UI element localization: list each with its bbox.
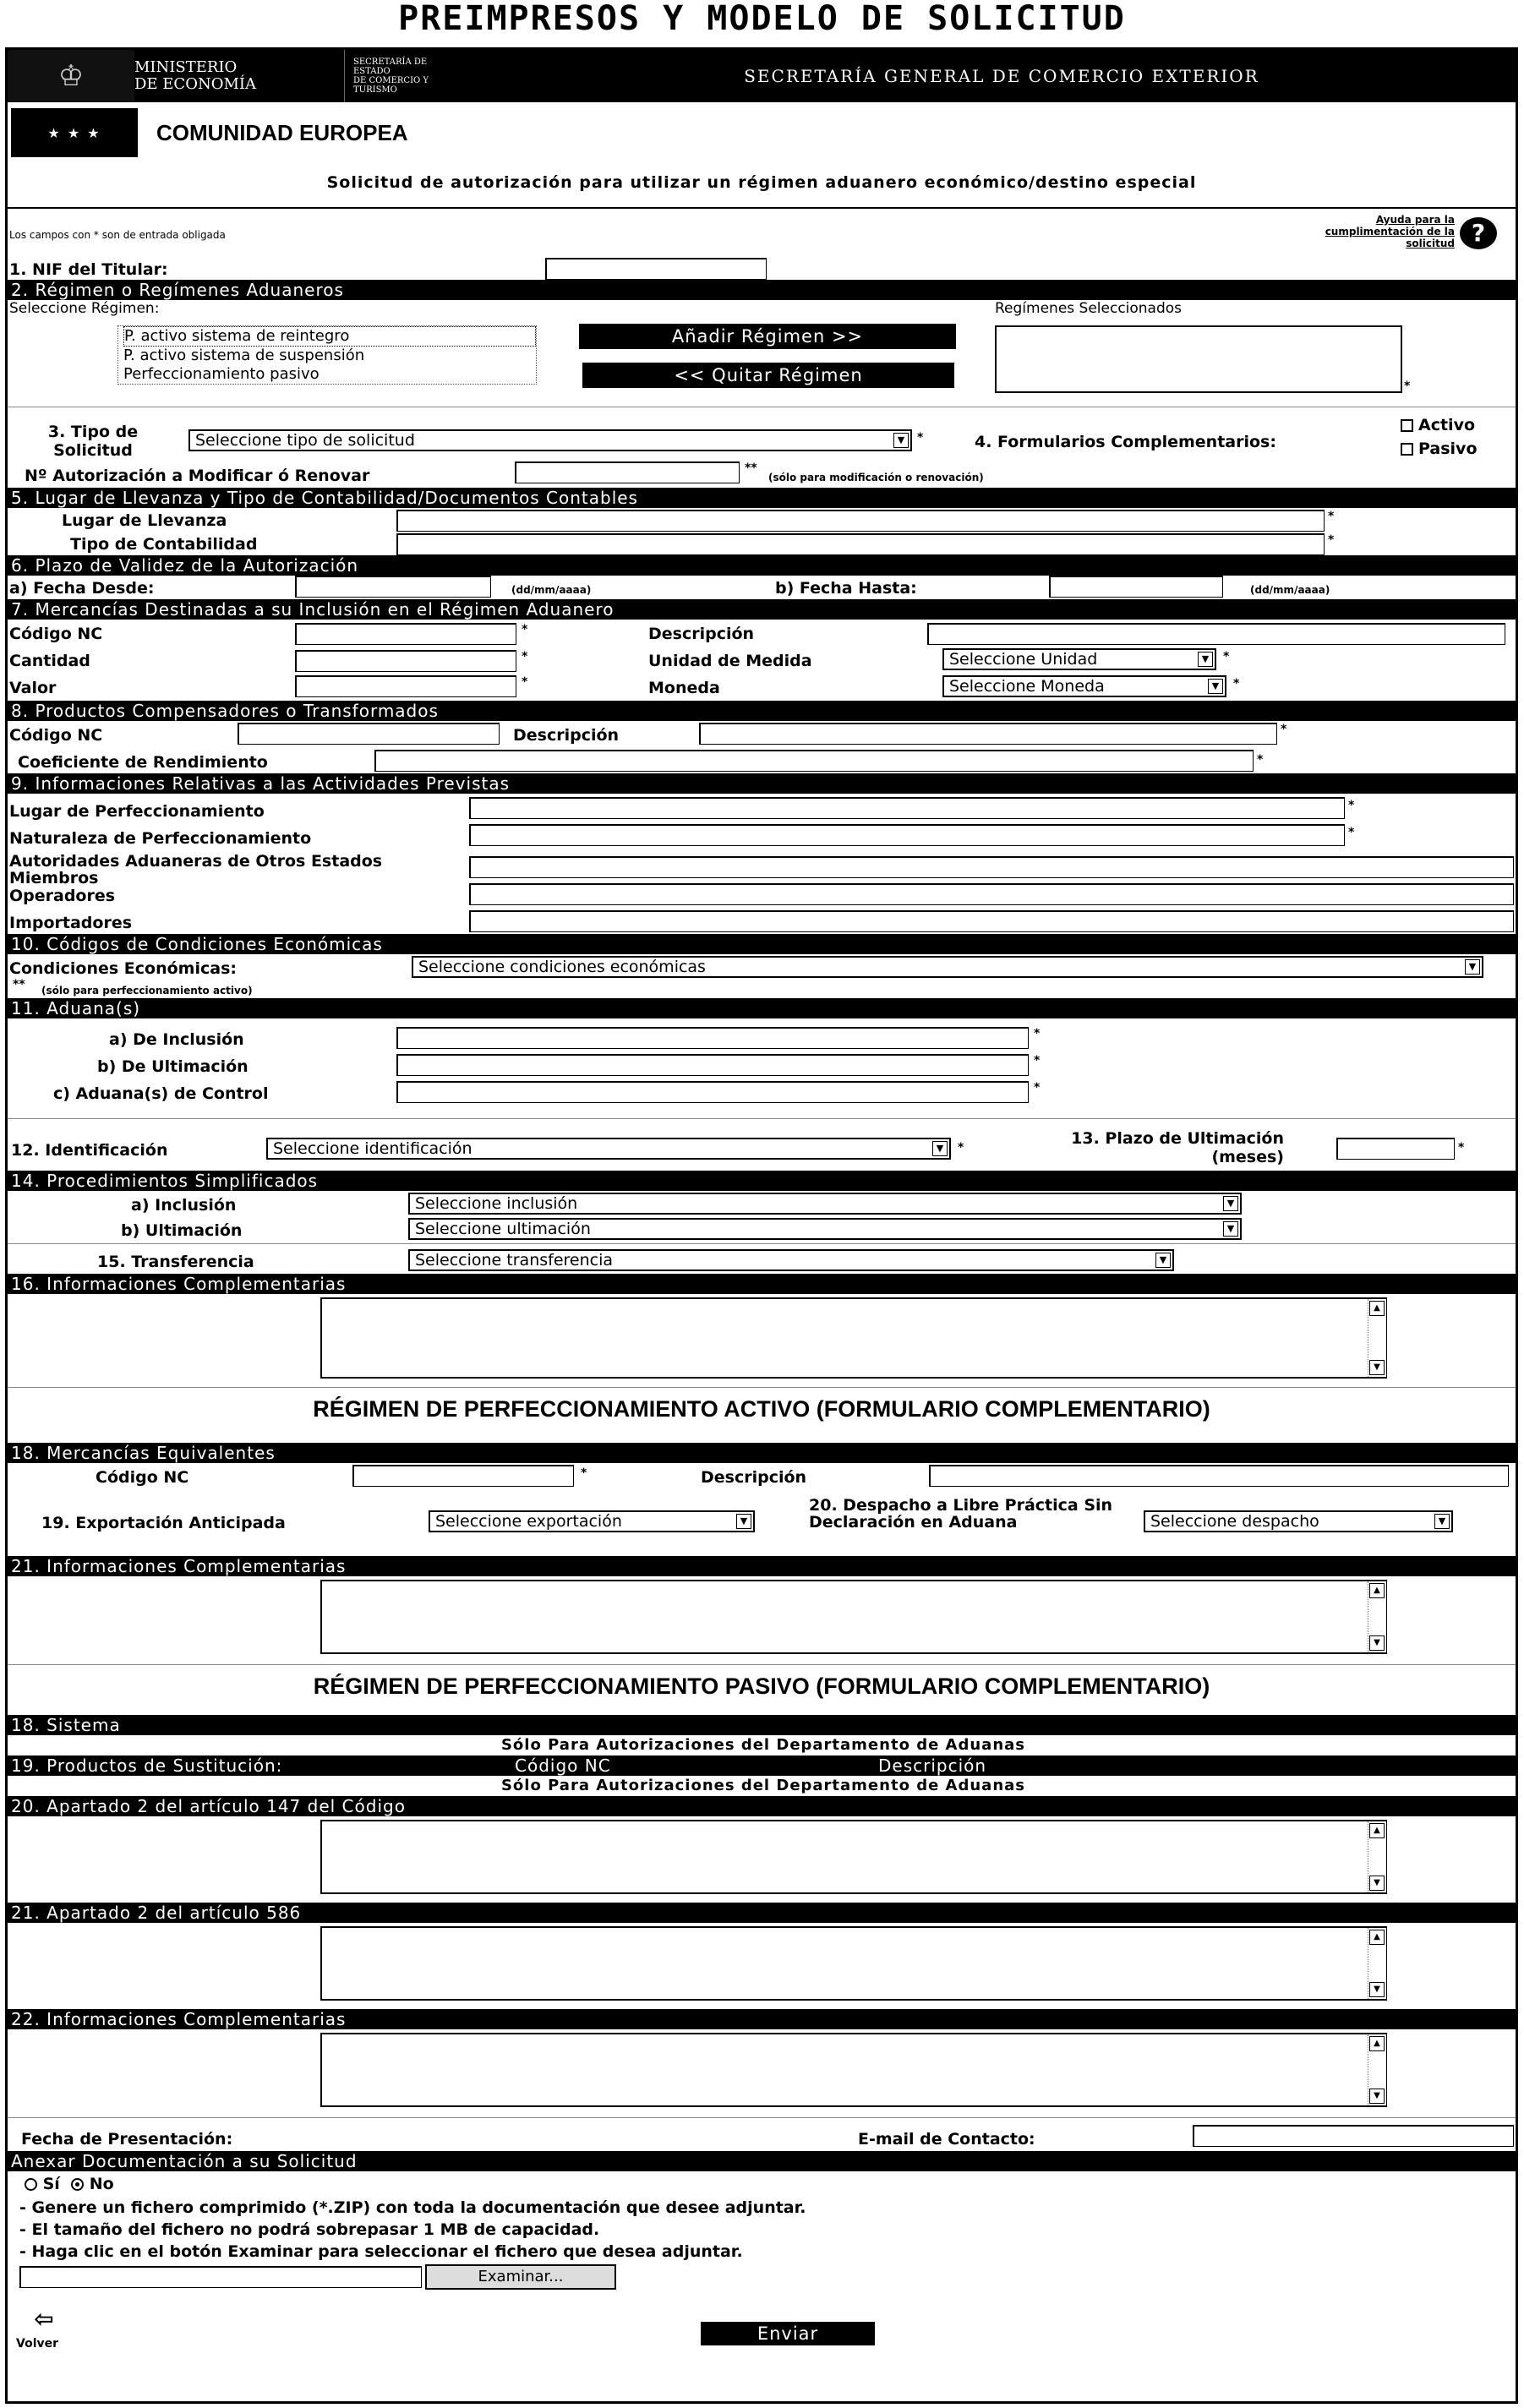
scroll-down-icon[interactable]: ▼ [1369, 2089, 1385, 2104]
codigo-nc-input[interactable] [295, 623, 516, 645]
section-3 [8, 407, 1516, 488]
help-link[interactable]: Ayuda para la cumplimentación de la solicitud [1325, 214, 1455, 249]
transferencia-label: 15. Transferencia [97, 1253, 254, 1271]
ultimacion-select[interactable] [408, 1218, 1242, 1240]
add-regime-button[interactable]: Añadir Régimen >> [579, 324, 956, 349]
activo-checkbox[interactable] [1401, 416, 1475, 434]
tipo-contabilidad-input[interactable] [396, 533, 1325, 555]
section-16 [8, 1294, 1516, 1387]
section-9 [8, 794, 1516, 934]
autorizacion-input[interactable] [515, 461, 740, 483]
required-mark: * [1458, 1141, 1465, 1155]
date-format-hint: (dd/mm/aaaa) [1250, 584, 1330, 596]
back-arrow-icon[interactable]: ⇦ [34, 2305, 54, 2333]
unidad-medida-select[interactable] [942, 648, 1216, 670]
eu-header [8, 107, 1516, 158]
scrollbar[interactable] [1368, 1928, 1386, 1999]
secretaria-line: SECRETARÍA DE [353, 57, 428, 67]
required-mark: * [522, 650, 528, 663]
chevron-down-icon[interactable]: ▼ [1465, 959, 1480, 975]
descripcion-input[interactable] [927, 623, 1505, 645]
section-10 [8, 954, 1516, 998]
help-row [8, 209, 1516, 258]
naturaleza-input[interactable] [469, 824, 1345, 846]
mandatory-note: Los campos con * son de entrada obligada [9, 229, 226, 241]
exportacion-label: 19. Exportación Anticipada [41, 1514, 286, 1532]
pasivo-info-textarea[interactable] [320, 2033, 1387, 2107]
secretaria-line: DE COMERCIO Y [353, 76, 429, 85]
formularios-label: 4. Formularios Complementarios: [975, 433, 1276, 451]
enviar-button[interactable]: Enviar [701, 2322, 875, 2345]
codigo-nc-label: Código NC [96, 1468, 189, 1487]
cantidad-input[interactable] [295, 650, 516, 672]
section-7 [8, 620, 1516, 701]
pasivo-21-bar: 21. Apartado 2 del artículo 586 [8, 1903, 1516, 1923]
required-mark: ** [13, 978, 25, 991]
required-mark: * [1328, 510, 1335, 523]
plazo-text: 13. Plazo de Ultimación [1071, 1129, 1284, 1148]
chevron-down-icon[interactable]: ▼ [1223, 1196, 1238, 1211]
codigo-nc-label: Código NC [9, 625, 103, 643]
unidad-value: Seleccione Unidad [949, 650, 1098, 669]
section-14 [8, 1191, 1516, 1243]
identificacion-select[interactable] [266, 1138, 951, 1160]
checkbox-icon[interactable] [1401, 443, 1413, 456]
codigo-nc-input[interactable] [238, 723, 500, 745]
section-8-bar: 8. Productos Compensadores o Transformados [8, 701, 1516, 721]
document-title: PREIMPRESOS Y MODELO DE SOLICITUD [398, 0, 1126, 38]
chevron-down-icon[interactable]: ▼ [1198, 652, 1213, 667]
condiciones-value: Seleccione condiciones económicas [418, 958, 706, 976]
required-mark: * [1034, 1027, 1041, 1040]
anexar-bar: Anexar Documentación a su Solicitud [8, 2151, 1516, 2171]
attach-note: - Haga clic en el botón Examinar para seleccionar el fichero que desea adjuntar. [19, 2242, 743, 2261]
section-14-bar: 14. Procedimientos Simplificados [8, 1171, 1516, 1191]
lugar-perfeccionamiento-input[interactable] [469, 797, 1345, 819]
required-mark: * [522, 675, 528, 689]
required-mark: * [1257, 753, 1264, 767]
section-11 [8, 1018, 1516, 1118]
secretaria-general: SECRETARÍA GENERAL DE COMERCIO EXTERIOR [744, 66, 1259, 86]
fecha-presentacion-label: Fecha de Presentación: [21, 2130, 233, 2149]
regime-option[interactable]: P. activo sistema de suspensión [123, 347, 365, 364]
chevron-down-icon[interactable]: ▼ [1155, 1253, 1171, 1268]
lugar-perfeccionamiento-label: Lugar de Perfeccionamiento [9, 802, 265, 821]
descripcion-input[interactable] [929, 1465, 1509, 1487]
ministry-line2: DE ECONOMÍA [134, 75, 257, 93]
required-mark: * [1034, 1054, 1041, 1067]
file-input[interactable] [19, 2266, 422, 2288]
autoridades-input[interactable] [469, 856, 1514, 878]
pasivo-19-bar [8, 1755, 1516, 1776]
secretaria-line: ESTADO [353, 67, 391, 76]
section-6 [8, 576, 1516, 599]
section-10-bar: 10. Códigos de Condiciones Económicas [8, 934, 1516, 954]
section-5 [8, 508, 1516, 555]
sustitucion-desc: Descripción [878, 1755, 987, 1776]
actions-row [8, 2298, 1516, 2357]
section-5-bar: 5. Lugar de Llevanza y Tipo de Contabilidad/Documentos Contables [8, 488, 1516, 508]
inclusion-label: a) Inclusión [131, 1196, 237, 1215]
activo-21-bar: 21. Informaciones Complementarias [8, 1556, 1516, 1576]
community-title: COMUNIDAD EUROPEA [156, 119, 408, 145]
activo-info-textarea[interactable] [320, 1580, 1387, 1654]
scroll-down-icon[interactable]: ▼ [1369, 1360, 1385, 1375]
info-complementaria-textarea[interactable] [320, 1297, 1387, 1379]
identificacion-value: Seleccione identificación [273, 1139, 472, 1158]
chevron-down-icon[interactable]: ▼ [1223, 1221, 1238, 1237]
articulo-586-textarea[interactable] [320, 1926, 1387, 2001]
pasivo-21 [8, 1923, 1516, 2009]
required-mark: * [581, 1466, 587, 1480]
form-subtitle: Solicitud de autorización para utilizar un régimen aduanero económico/destino especial [326, 173, 1197, 192]
identificacion-label: 12. Identificación [11, 1141, 168, 1160]
condiciones-select[interactable] [412, 956, 1483, 978]
naturaleza-label: Naturaleza de Perfeccionamiento [9, 829, 312, 848]
descripcion-label: Descripción [701, 1468, 807, 1487]
required-mark: * [917, 431, 924, 445]
select-regime-label: Seleccione Régimen: [9, 300, 160, 317]
inclusion-select[interactable] [408, 1193, 1242, 1215]
codigo-nc-label: Código NC [9, 726, 103, 745]
pasivo-20-bar: 20. Apartado 2 del artículo 147 del Código [8, 1796, 1516, 1816]
cantidad-label: Cantidad [9, 652, 90, 670]
pasivo-22 [8, 2029, 1516, 2117]
aduana-control-input[interactable] [396, 1081, 1029, 1103]
moneda-label: Moneda [648, 679, 720, 697]
activo-18 [8, 1463, 1516, 1495]
scroll-down-icon[interactable]: ▼ [1369, 1982, 1385, 1997]
regime-option[interactable]: P. activo sistema de reintegro [123, 326, 536, 347]
exportacion-value: Seleccione exportación [435, 1512, 622, 1531]
section-9-bar: 9. Informaciones Relativas a las Actividades Previstas [8, 773, 1516, 794]
chevron-down-icon[interactable]: ▼ [736, 1514, 751, 1529]
codigo-nc-input[interactable] [352, 1465, 574, 1487]
aduana-ultimacion-input[interactable] [396, 1054, 1029, 1076]
chevron-down-icon[interactable]: ▼ [893, 433, 909, 448]
chevron-down-icon[interactable]: ▼ [1434, 1514, 1450, 1529]
descripcion-label: Descripción [648, 625, 755, 643]
activo-19-20 [8, 1495, 1516, 1556]
section-7-bar: 7. Mercancías Destinadas a su Inclusión en el Régimen Aduanero [8, 599, 1516, 620]
volver-link[interactable]: Volver [16, 2337, 59, 2351]
transferencia-value: Seleccione transferencia [415, 1251, 614, 1270]
section-11-bar: 11. Aduana(s) [8, 998, 1516, 1018]
activo-label: Activo [1418, 416, 1476, 434]
required-mark: * [1404, 379, 1411, 393]
pasivo-20 [8, 1816, 1516, 1903]
radio-no[interactable] [71, 2178, 84, 2191]
section-2 [8, 300, 1516, 401]
section-1 [8, 258, 1516, 280]
autorizacion-note: (sólo para modificación o renovación) [768, 472, 984, 483]
scrollbar[interactable] [1368, 1581, 1386, 1652]
required-mark: ** [745, 461, 757, 475]
exportacion-select[interactable] [429, 1510, 755, 1532]
section-15 [8, 1243, 1516, 1274]
dept-note: Sólo Para Autorizaciones del Departamento de Aduanas [8, 1776, 1516, 1796]
section-12 [8, 1118, 1516, 1171]
secretaria-line: TURISMO [353, 85, 397, 95]
ultimacion-value: Seleccione ultimación [415, 1220, 591, 1238]
required-mark: * [1328, 533, 1335, 547]
scrollbar[interactable] [1368, 1299, 1386, 1377]
scroll-up-icon[interactable]: ▲ [1369, 1301, 1385, 1316]
required-mark: * [1233, 677, 1240, 691]
required-mark: * [1223, 650, 1230, 663]
tipo-solicitud-value: Seleccione tipo de solicitud [195, 431, 415, 450]
pasivo-checkbox[interactable] [1401, 440, 1478, 458]
selected-regimes-list[interactable] [995, 325, 1402, 393]
dept-note: Sólo Para Autorizaciones del Departamento de Aduanas [8, 1735, 1516, 1755]
tipo-contabilidad-label: Tipo de Contabilidad [70, 535, 258, 554]
sustitucion-label: 19. Productos de Sustitución: [11, 1755, 283, 1776]
adjuntar-radio-group [25, 2175, 114, 2193]
footer-row [8, 2117, 1516, 2151]
eu-flag-icon: ★ ★ ★ [11, 108, 138, 157]
unidad-medida-label: Unidad de Medida [648, 652, 812, 670]
lugar-llevanza-input[interactable] [396, 510, 1325, 532]
scroll-up-icon[interactable]: ▲ [1369, 2036, 1385, 2051]
scrollbar[interactable] [1368, 2034, 1386, 2105]
descripcion-label: Descripción [513, 726, 620, 745]
section-8 [8, 721, 1516, 773]
regime-option[interactable]: Perfeccionamiento pasivo [123, 365, 320, 383]
coeficiente-label: Coeficiente de Rendimiento [18, 753, 268, 772]
email-label: E-mail de Contacto: [858, 2130, 1035, 2149]
activo-title: RÉGIMEN DE PERFECCIONAMIENTO ACTIVO (FORMULARIO COMPLEMENTARIO) [313, 1396, 1210, 1422]
checkbox-icon[interactable] [1401, 419, 1413, 432]
aduana-ultimacion-label: b) De Ultimación [97, 1057, 249, 1076]
scroll-up-icon[interactable]: ▲ [1369, 1930, 1385, 1945]
radio-si[interactable] [25, 2178, 37, 2191]
pasivo-22-bar: 22. Informaciones Complementarias [8, 2009, 1516, 2029]
pasivo-label: Pasivo [1418, 440, 1478, 458]
plazo-ultimacion-label [988, 1129, 1284, 1166]
scroll-up-icon[interactable]: ▲ [1369, 1583, 1385, 1598]
aduana-control-label: c) Aduana(s) de Control [53, 1084, 269, 1103]
condiciones-note: (sólo para perfeccionamiento activo) [41, 985, 253, 997]
moneda-select[interactable] [942, 675, 1226, 697]
fecha-hasta-input[interactable] [1049, 576, 1223, 598]
required-mark: * [958, 1141, 964, 1155]
scroll-down-icon[interactable]: ▼ [1369, 1635, 1385, 1651]
scroll-down-icon[interactable]: ▼ [1369, 1876, 1385, 1891]
operadores-label: Operadores [9, 887, 116, 905]
examinar-button[interactable]: Examinar... [425, 2264, 616, 2290]
ministry-name [134, 50, 344, 102]
ministry-line1: MINISTERIO [134, 58, 238, 76]
meses-text: (meses) [1211, 1148, 1284, 1166]
aduana-inclusion-label: a) De Inclusión [109, 1030, 244, 1049]
attach-note: - Genere un fichero comprimido (*.ZIP) con toda la documentación que desee adjuntar. [19, 2198, 806, 2217]
lugar-llevanza-label: Lugar de Llevanza [62, 511, 227, 530]
date-format-hint: (dd/mm/aaaa) [511, 584, 592, 596]
despacho-value: Seleccione despacho [1150, 1512, 1319, 1531]
despacho-select[interactable] [1144, 1510, 1453, 1532]
ultimacion-label: b) Ultimación [121, 1221, 243, 1240]
autoridades-label: Autoridades Aduaneras de Otros Estados Miembros [9, 852, 383, 887]
scroll-up-icon[interactable]: ▲ [1369, 1823, 1385, 1838]
section-16-bar: 16. Informaciones Complementarias [8, 1274, 1516, 1294]
nif-input[interactable] [545, 258, 767, 280]
question-icon[interactable]: ? [1460, 217, 1497, 249]
importadores-input[interactable] [469, 910, 1514, 932]
activo-18-bar: 18. Mercancías Equivalentes [8, 1443, 1516, 1463]
si-label: Sí [42, 2175, 60, 2193]
section-2-bar: 2. Régimen o Regímenes Aduaneros [8, 280, 1516, 300]
coat-of-arms-icon: ♔ [8, 50, 134, 102]
importadores-label: Importadores [9, 914, 133, 932]
sustitucion-code: Código NC [515, 1755, 611, 1776]
anexar-section [8, 2171, 1516, 2298]
email-input[interactable] [1193, 2125, 1514, 2147]
activo-section [8, 1387, 1516, 1443]
chevron-down-icon[interactable]: ▼ [932, 1141, 948, 1156]
nif-label: 1. NIF del Titular: [9, 260, 168, 279]
pasivo-title: RÉGIMEN DE PERFECCIONAMIENTO PASIVO (FORMULARIO COMPLEMENTARIO) [313, 1674, 1210, 1699]
attach-note: - El tamaño del fichero no podrá sobrepasar 1 MB de capacidad. [19, 2220, 600, 2239]
pasivo-section [8, 1664, 1516, 1715]
inclusion-value: Seleccione inclusión [415, 1194, 578, 1213]
moneda-value: Seleccione Moneda [949, 677, 1105, 696]
required-mark: * [1348, 799, 1355, 812]
no-label: No [89, 2175, 114, 2193]
coeficiente-input[interactable] [374, 750, 1254, 772]
articulo-147-textarea[interactable] [320, 1820, 1387, 1894]
valor-input[interactable] [295, 675, 516, 697]
required-mark: * [522, 623, 528, 636]
operadores-input[interactable] [469, 883, 1514, 905]
required-mark: * [1281, 723, 1287, 736]
fecha-hasta-label: b) Fecha Hasta: [775, 579, 917, 598]
form-frame [5, 47, 1518, 2404]
regime-list[interactable] [117, 325, 537, 385]
autorizacion-label: Nº Autorización a Modificar ó Renovar [25, 467, 370, 485]
selected-regimes-label: Regímenes Seleccionados [995, 300, 1183, 317]
descripcion-input[interactable] [699, 723, 1277, 745]
required-mark: * [1034, 1081, 1041, 1095]
tipo-solicitud-label: 3. Tipo de Solicitud [47, 423, 139, 460]
condiciones-label: Condiciones Económicas: [9, 959, 237, 978]
plazo-ultimacion-input[interactable] [1336, 1138, 1455, 1160]
fecha-desde-input[interactable] [295, 576, 491, 598]
ministry-banner [8, 50, 1516, 102]
aduana-inclusion-input[interactable] [396, 1027, 1029, 1049]
required-mark: * [1348, 826, 1355, 839]
remove-regime-button[interactable]: << Quitar Régimen [582, 363, 954, 388]
activo-21 [8, 1576, 1516, 1664]
tipo-solicitud-select[interactable] [188, 429, 912, 451]
pasivo-18-bar: 18. Sistema [8, 1715, 1516, 1735]
despacho-label: 20. Despacho a Libre Práctica Sin Declaración en Aduana [809, 1496, 1113, 1532]
chevron-down-icon[interactable]: ▼ [1208, 679, 1223, 694]
scrollbar[interactable] [1368, 1821, 1386, 1892]
transferencia-select[interactable] [408, 1249, 1174, 1271]
fecha-desde-label: a) Fecha Desde: [9, 579, 155, 598]
secretaria-estado [344, 50, 488, 102]
section-6-bar: 6. Plazo de Validez de la Autorización [8, 555, 1516, 576]
valor-label: Valor [9, 679, 57, 697]
